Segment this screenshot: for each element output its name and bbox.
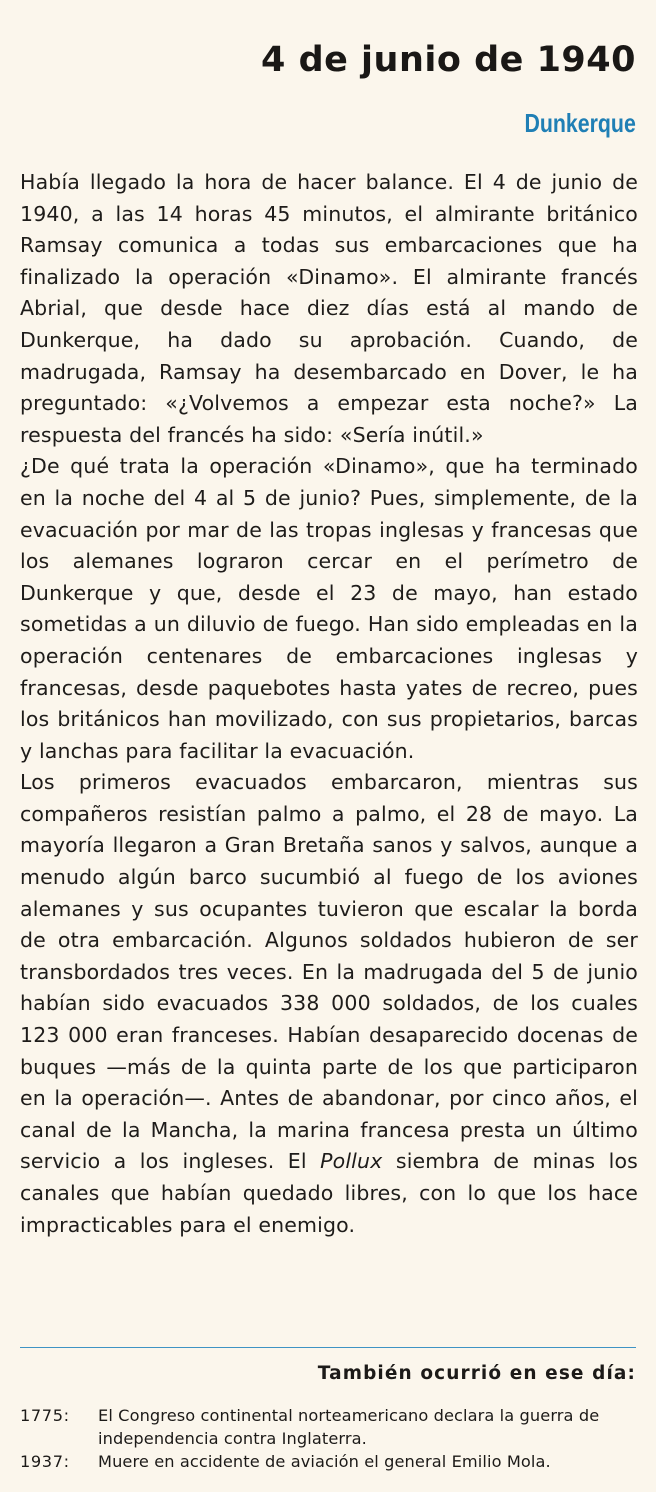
section-divider	[20, 1347, 636, 1348]
event-text: El Congreso continental norteamericano declara la guerra de independencia contra Inglaterra.	[98, 1406, 600, 1448]
article-closing-text: siembra de minas los canales que habían quedado libres, con lo que los hace impracticables para el enemigo.	[20, 1149, 638, 1237]
article-paragraph: Había llegado la hora de hacer balance. El 4 de junio de 1940, a las 14 horas 45 minutos, el almirante británico Ramsay comunica a todas sus embarcaciones que ha finalizado la operación «Dinamo». El almirante francés Abrial, que desde hace diez días está al mando de Dunkerque, ha dado su aprobación. Cuando, de madrugada, Ramsay ha desembarcado en Dover, le ha preguntado: «¿Volvemos a empezar esta noche?» La respuesta del francés ha sido: «Sería inútil.»	[20, 170, 638, 447]
article-paragraph: ¿De qué trata la operación «Dinamo», que ha terminado en la noche del 4 al 5 de junio? Pues, simplemente, de la evacuación por mar de las tropas inglesas y francesas que los alemanes lograron cercar en el perímetro de Dunkerque y que, desde el 23 de mayo, han estado sometidas a un diluvio de fuego. Han sido empleadas en la operación centenares de embarcaciones inglesas y francesas, desde paquebotes hasta yates de recreo, pues los británicos han movilizado, con sus propietarios, barcas y lanchas para facilitar la evacuación.	[20, 454, 638, 763]
article-body	[20, 167, 638, 1241]
page-date-title: 4 de junio de 1940	[261, 40, 636, 80]
event-year: 1775:	[20, 1406, 70, 1425]
event-year: 1937:	[20, 1452, 70, 1471]
event-text: Muere en accidente de aviación el general Emilio Mola.	[98, 1452, 551, 1471]
event-item	[20, 1451, 640, 1474]
article-paragraph-text: Los primeros evacuados embarcaron, mientras sus compañeros resistían palmo a palmo, el 28 de mayo. La mayoría llegaron a Gran Bretaña sanos y salvos, aunque a menudo algún barco sucumbió al fuego de los aviones alemanes y sus ocupantes tuvieron que escalar la borda de otra embarcación. Algunos soldados hubieron de ser transbordados tres veces. En la madrugada del 5 de junio habían sido evacuados 338 000 soldados, de los cuales 123 000 eran franceses. Habían desaparecido docenas de buques —más de la quinta parte de los que participaron en la operación—. Antes de abandonar, por cinco años, el canal de la Mancha, la marina francesa presta un último servicio a los ingleses. El	[20, 770, 638, 1174]
ship-name: Pollux	[320, 1149, 383, 1174]
also-happened-heading: También ocurrió en ese día:	[317, 1363, 636, 1384]
article-paragraph	[20, 767, 638, 1241]
page-place-subtitle: Dunkerque	[524, 108, 636, 138]
events-list	[20, 1405, 640, 1475]
event-item	[20, 1405, 640, 1450]
